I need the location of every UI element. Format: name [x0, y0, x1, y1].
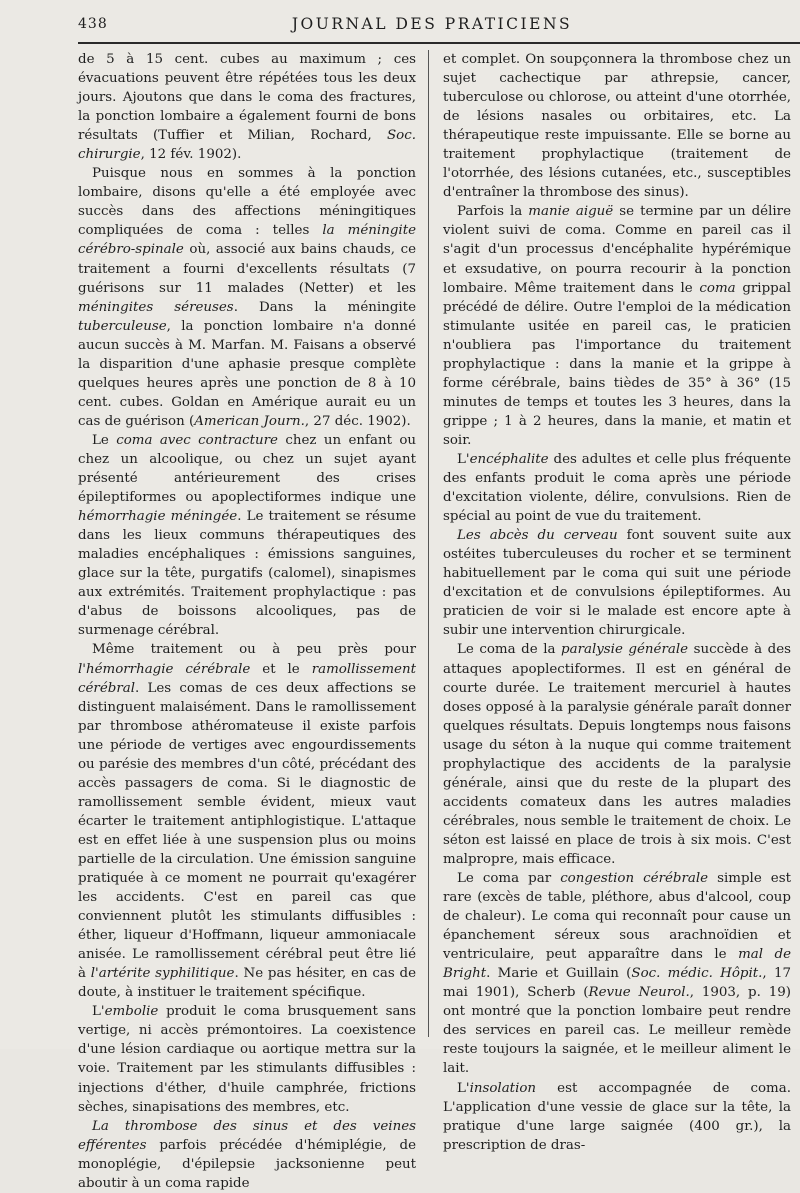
text-run: et complet. On soupçonnera la thrombose chez un sujet cachectique par athrepsie, cancer, tuberculose ou chlorose, ou atteint d'une otorrhée, de lésions nasales ou orbitaires, etc. La thérapeutique reste impuissante. Elle se borne au traitement prophylactique (traitement de l'otorrhée, des lésions cutanées, etc., susceptibles d'entraîner la thrombose des sinus). — [443, 52, 791, 201]
italic-text: encéphalite — [469, 451, 549, 467]
italic-text: tuberculeuse — [78, 318, 167, 334]
text-run: Parfois la — [457, 204, 529, 220]
page-header — [78, 12, 786, 38]
text-run: simple est rare (excès de table, pléthore, abus d'alcool, coup de chaleur). Le coma qui reconnaît pour cause un épanchement séreux sous arachnoïdien et ventriculaire, peut apparaître dans le — [443, 871, 791, 963]
paragraph — [78, 640, 416, 1002]
page-number: 438 — [78, 16, 108, 32]
italic-text: paralysie générale — [561, 642, 689, 658]
italic-text: coma avec contracture — [116, 432, 278, 448]
paragraph — [443, 526, 791, 640]
text-run: Puisque nous en sommes à la ponction lombaire, disons qu'elle a été employée avec succès dans des affections méningitiques compliquées de coma : telles — [78, 166, 416, 239]
text-run: font souvent suite aux ostéites tuberculeuses du rocher et se terminent habituellement par le coma qui suit une période d'excitation et de convulsions épileptiformes. Au praticien de voir si le malade est encore apte à subir une intervention chirurgicale. — [443, 528, 791, 639]
text-run: et le — [250, 661, 312, 677]
italic-text: l'artérite syphilitique — [90, 966, 235, 982]
text-run: . Marie et Guillain ( — [486, 966, 632, 982]
text-run: produit le coma brusquement sans vertige, ni accès prémontoires. La coexistence d'une lésion cardiaque ou aortique mettra sur la voie. Traitement par les stimulants diffusibles : injections d'éther, d'huile camphrée, frictions sèches, sinapisations des membres, etc. — [78, 1004, 416, 1115]
italic-text: Revue Neurol. — [588, 985, 690, 1001]
text-run: L' — [92, 1004, 105, 1020]
text-run: . Le traitement se résume dans les lieux communs thérapeutiques des maladies encéphaliques : émissions sanguines, glace sur la tête, purgatifs (calomel), sinapismes aux extrémités. Traitement prophylactique : pas d'abus de boissons alcooliques, pas de surmenage cérébral. — [78, 509, 416, 639]
italic-text: coma — [699, 280, 736, 296]
italic-text: mal de Bright — [443, 947, 791, 982]
text-run: L' — [457, 1080, 470, 1096]
paragraph — [78, 50, 416, 164]
text-run: Même traitement ou à peu près pour — [92, 642, 416, 658]
paragraph — [443, 202, 791, 450]
text-run: des adultes et celle plus fréquente des enfants produit le coma après une période d'excitation violente, délire, convulsions. Rien de spécial au point de vue du traitement. — [443, 451, 791, 525]
italic-text: La thrombose des sinus et des veines efférentes — [78, 1118, 416, 1153]
paragraph — [443, 640, 791, 869]
text-run: chez un enfant ou chez un alcoolique, ou chez un sujet ayant présenté antérieurement des crises épileptiformes ou apoplectiformes indique une — [78, 432, 417, 506]
text-run: , 27 déc. 1902). — [304, 413, 411, 429]
text-run: . Dans la méningite — [233, 299, 416, 315]
paragraph — [443, 1079, 791, 1155]
text-run: parfois précédée d'hémiplégie, de monoplégie, d'épilepsie jacksonienne peut aboutir à un coma rapide — [78, 1137, 416, 1191]
text-run: , la ponction lombaire n'a donné aucun succès à M. Marfan. M. Faisans a observé la disparition d'une aphasie presque complète quelques heures après une ponction de 8 à 10 cent. cubes. Goldan en Amérique aurait eu un cas de guérison ( — [78, 318, 416, 429]
text-run: de 5 à 15 cent. cubes au maximum ; ces évacuations peuvent être répétées tous les deux jours. Ajoutons que dans le coma des fractures, la ponction lombaire a également fourni de bons résultats (Tuffier et Milian, Rochard, — [78, 52, 416, 144]
header-rule — [78, 42, 800, 44]
journal-title: JOURNAL DES PRATICIENS — [291, 15, 573, 33]
italic-text: hémorrhagie méningée — [78, 509, 238, 525]
text-run: est accompagnée de coma. L'application d'une vessie de glace sur la tête, la pratique d'une large saignée (400 gr.), la prescription de dras- — [443, 1080, 791, 1153]
text-run: Le coma par — [457, 871, 561, 887]
right-column — [443, 50, 791, 1155]
text-run: , 12 fév. 1902). — [140, 147, 242, 163]
paragraph — [78, 1002, 416, 1116]
text-run: se termine par un délire violent suivi de coma. Comme en pareil cas il s'agit d'un processus d'encéphalite hypérémique et exsudative, on pourra recourir à la ponction lombaire. Même traitement dans le — [443, 204, 791, 296]
italic-text: congestion cérébrale — [560, 871, 709, 887]
italic-text: American Journ. — [194, 413, 305, 429]
italic-text: la méningite cérébro-spinale — [78, 223, 416, 258]
italic-text: Les abcès du cerveau — [457, 528, 618, 544]
paragraph — [443, 450, 791, 526]
text-run: Le coma de la — [457, 642, 562, 658]
paragraph — [443, 869, 791, 1079]
column-divider — [428, 50, 429, 1037]
text-run: . Ne pas hésiter, en cas de doute, à instituer le traitement spécifique. — [78, 966, 416, 1001]
italic-text: Soc. médic. Hôpit. — [631, 966, 763, 982]
text-run: Le — [92, 432, 117, 448]
paragraph — [78, 164, 416, 431]
text-run: , 17 mai 1901), Scherb ( — [443, 966, 791, 1001]
italic-text: insolation — [469, 1080, 537, 1096]
text-run: grippal précédé de délire. Outre l'emploi de la médication stimulante usitée en pareil cas, le praticien n'oubliera pas l'importance du traitement prophylactique : dans la manie et la grippe à forme cérébrale, bains tièdes de 35° à 36° (15 minutes de temps et toutes les 3 heures, dans la grippe ; 1 à 2 heures, dans la manie, et matin et soir. — [443, 280, 791, 448]
italic-text: manie aiguë — [528, 204, 614, 220]
text-run: où, associé aux bains chauds, ce traitement a fourni d'excellents résultats (7 guérisons sur 11 malades (Netter) et les — [78, 242, 416, 296]
paragraph — [443, 50, 791, 202]
left-column — [78, 50, 416, 1193]
paragraph — [78, 431, 416, 641]
text-run: succède à des attaques apoplectiformes. Il est en général de courte durée. Le traitement mercuriel à hautes doses opposé à la paralysie générale paraît donner quelques résultats. Depuis longtemps nous faisons usage du séton à la nuque qui comme traitement prophylactique des accidents de la paralysie générale, ainsi que du reste de la plupart des accidents comateux dans les autres maladies cérébrales, nous semble le traitement de choix. Le séton est laissé en place de trois à six mois. C'est malpropre, mais efficace. — [443, 642, 791, 867]
text-run: , 1903, p. 19) ont montré que la ponction lombaire peut rendre des services en pareil cas. Le meilleur remède reste toujours la saignée, et le meilleur aliment le lait. — [443, 985, 791, 1077]
italic-text: l'hémorrhagie cérébrale — [78, 661, 251, 677]
text-run: . Les comas de ces deux affections se distinguent malaisément. Dans le ramollissement par thrombose athéromateuse il existe parfois une période de vertiges avec engourdissements ou parésie des membres d'un côté, précédant des accès passagers de coma. Si le diagnostic de ramollissement semble évident, mieux vaut écarter le traitement antiphlogistique. L'attaque est en effet liée à une suspension plus ou moins partielle de la circulation. Une émission sanguine pratiquée à ce moment ne pourrait qu'exagérer les accidents. C'est en pareil cas que conviennent plutôt les stimulants diffusibles : éther, liqueur d'Hoffmann, liqueur ammoniacale anisée. Le ramollissement cérébral peut être lié à — [78, 680, 416, 982]
italic-text: ramollissement cérébral — [78, 661, 416, 696]
italic-text: Soc. chirurgie — [78, 128, 416, 163]
text-run: L' — [457, 451, 470, 467]
italic-text: embolie — [104, 1004, 159, 1020]
italic-text: méningites séreuses — [78, 299, 234, 315]
paragraph — [78, 1117, 416, 1193]
